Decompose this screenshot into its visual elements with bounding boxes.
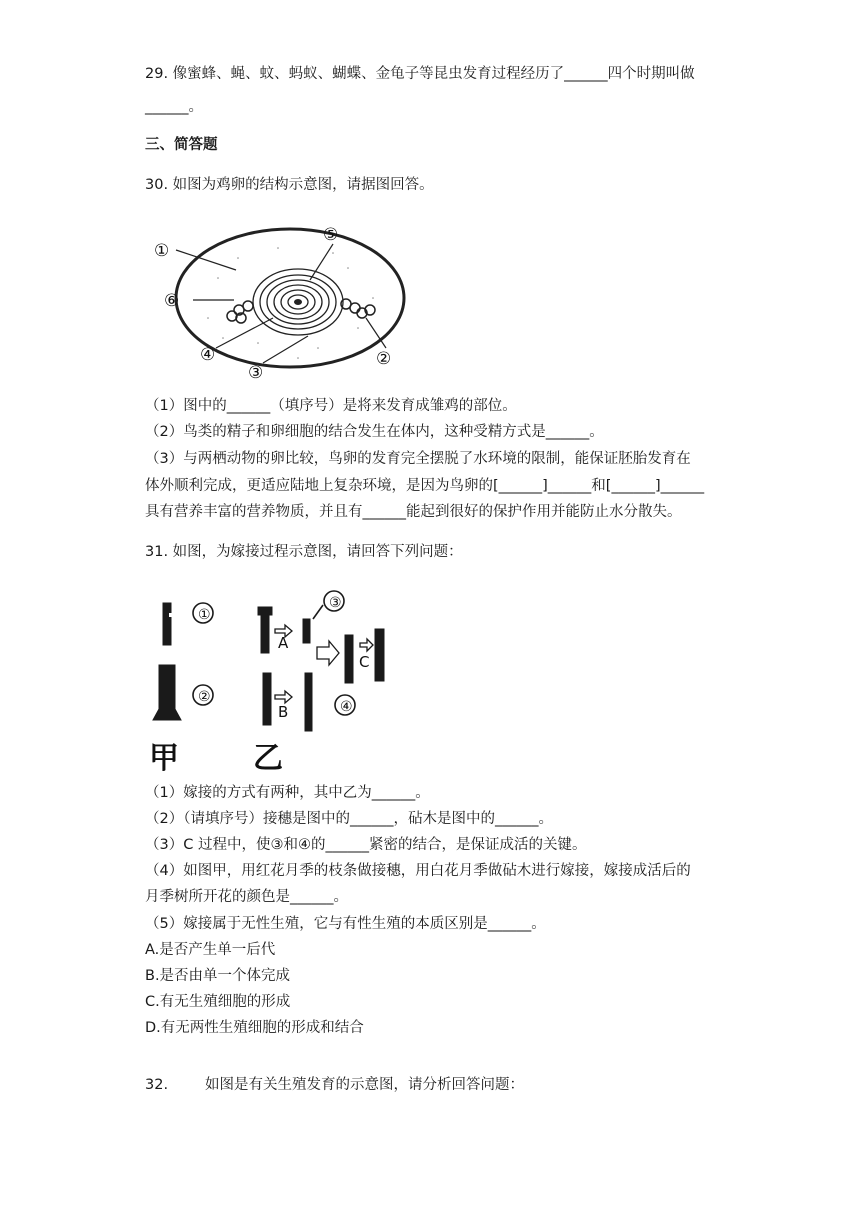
graft-label-b: B [278, 703, 289, 721]
egg-label-1: ① [154, 241, 170, 261]
egg-label-3: ③ [248, 363, 264, 383]
yi-scion-3 [303, 619, 310, 643]
q29-line2: ______。 [145, 99, 203, 115]
q31-option-a: A.是否产生单一后代 [145, 942, 276, 958]
jia-scion [163, 603, 171, 645]
q31-option-d: D.有无两性生殖细胞的形成和结合 [145, 1020, 364, 1036]
graft-label-jia: 甲 [149, 741, 179, 775]
yi-combined-left [345, 635, 353, 683]
arrow-c [360, 639, 373, 651]
yi-combined-right [375, 629, 384, 681]
graft-label-c: C [359, 653, 370, 671]
q31-sub4-line2: 月季树所开花的颜色是______。 [145, 889, 348, 905]
yi-rootstock-b [263, 673, 271, 725]
q31-sub1: （1）嫁接的方式有两种，其中乙为______。 [145, 785, 430, 801]
q32-number: 32. [145, 1077, 169, 1093]
q31-sub2: （2）（请填序号）接穗是图中的______，砧木是图中的______。 [145, 811, 553, 827]
egg-structure-figure [148, 218, 418, 383]
arrow-b [275, 691, 292, 703]
q30-sub1: （1）图中的______（填序号）是将来发育成雏鸡的部位。 [145, 398, 517, 414]
q31-stem: 31. 如图，为嫁接过程示意图，请回答下列问题： [145, 544, 463, 560]
egg-label-6: ⑥ [164, 291, 180, 311]
graft-label-3: ③ [329, 595, 342, 611]
egg-label-2: ② [376, 349, 392, 369]
q31-option-b: B.是否由单一个体完成 [145, 968, 291, 984]
q31-sub5: （5）嫁接属于无性生殖，它与有性生殖的本质区别是______。 [145, 916, 546, 932]
q31-option-c: C.有无生殖细胞的形成 [145, 994, 291, 1010]
egg-germinal-disc [294, 299, 302, 305]
jia-rootstock [159, 665, 175, 715]
arrow-process [317, 641, 339, 665]
q31-sub3: （3）C 过程中，使③和④的______紧密的结合，是保证成活的关键。 [145, 837, 587, 853]
q30-sub3-line3: 具有营养丰富的营养物质，并且有______能起到很好的保护作用并能防止水分散失。 [145, 504, 682, 520]
q30-sub2: （2）鸟类的精子和卵细胞的结合发生在体内，这种受精方式是______。 [145, 424, 604, 440]
yi-scion-4 [305, 673, 312, 731]
q30-sub3-line1: （3）与两栖动物的卵比较，鸟卵的发育完全摆脱了水环境的限制，能保证胚胎发育在 [145, 451, 691, 467]
q30-sub3-line2: 体外顺利完成，更适应陆地上复杂环境，是因为鸟卵的[______]______和[______]______ [145, 478, 705, 494]
grafting-figure [145, 585, 405, 775]
q30-stem: 30. 如图为鸡卵的结构示意图，请据图回答。 [145, 177, 434, 193]
graft-label-1: ① [198, 607, 211, 623]
jia-roots [153, 709, 181, 720]
graft-label-a: A [278, 634, 289, 652]
q32-stem: 如图是有关生殖发育的示意图，请分析回答问题： [205, 1077, 524, 1093]
graft-label-4: ④ [340, 699, 353, 715]
egg-label-4: ④ [200, 345, 216, 365]
graft-label-2: ② [198, 689, 211, 705]
section-title: 三、简答题 [145, 137, 218, 153]
graft-label-yi: 乙 [253, 741, 283, 775]
q29-line1: 29. 像蜜蜂、蝇、蚊、蚂蚁、蝴蝶、金龟子等昆虫发育过程经历了______四个时期叫做 [145, 66, 695, 82]
yi-rootstock-a [261, 613, 269, 653]
egg-label-5: ⑤ [323, 225, 339, 245]
q31-sub4-line1: （4）如图甲，用红花月季的枝条做接穗，用白花月季做砧木进行嫁接，嫁接成活后的 [145, 863, 691, 879]
